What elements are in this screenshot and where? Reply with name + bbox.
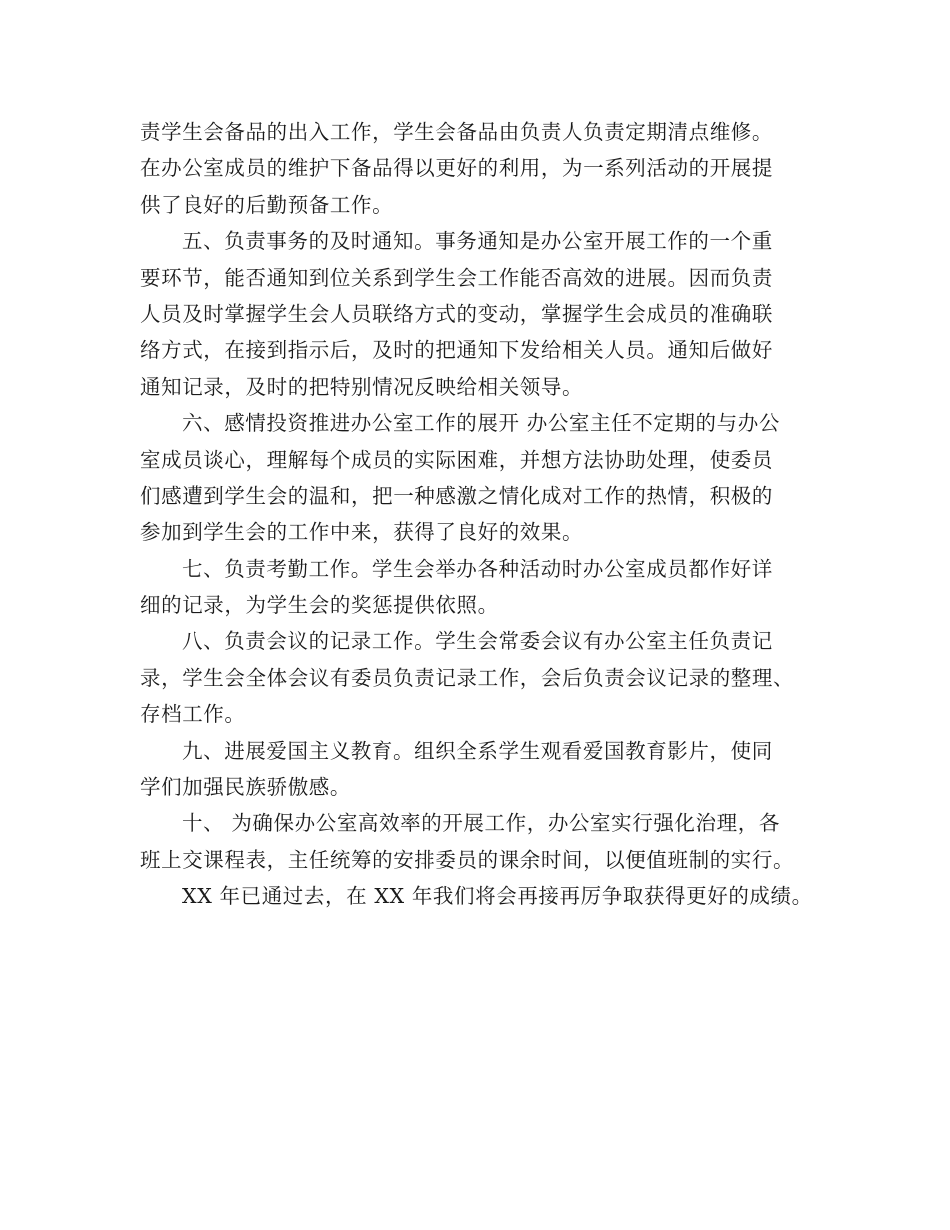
text-line: 人员及时掌握学生会人员联络方式的变动，掌握学生会成员的准确联 [140,301,773,326]
text-line: 班上交课程表，主任统筹的安排委员的课余时间，以便值班制的实行。 [140,847,795,872]
text-line: 络方式，在接到指示后，及时的把通知下发给相关人员。通知后做好 [140,338,773,363]
text-line: 学们加强民族骄傲感。 [140,775,351,800]
text-line: 们感遭到学生会的温和，把一种感激之情化成对工作的热情，积极的 [140,483,773,508]
text-line: 八、负责会议的记录工作。学生会常委会议有办公室主任负责记 [182,629,773,654]
text-line: 供了良好的后勤预备工作。 [140,192,394,217]
text-line: 细的记录，为学生会的奖惩提供依照。 [140,593,499,618]
text-line: 要环节，能否通知到位关系到学生会工作能否高效的进展。因而负责 [140,265,773,290]
text-line: 责学生会备品的出入工作，学生会备品由负责人负责定期清点维修。 [140,120,773,144]
text-line: 录，学生会全体会议有委员负责记录工作，会后负责会议记录的整理、 [140,665,795,690]
text-line: 存档工作。 [140,702,246,727]
text-line: 参加到学生会的工作中来，获得了良好的效果。 [140,520,584,545]
document-body [140,114,830,915]
text-line: 通知记录，及时的把特别情况反映给相关领导。 [140,374,584,399]
text-line: 九、进展爱国主义教育。组织全系学生观看爱国教育影片，使同 [182,738,773,763]
text-line: 室成员谈心，理解每个成员的实际困难，并想方法协助处理，使委员 [140,447,773,472]
text-line: 五、负责事务的及时通知。事务通知是办公室开展工作的一个重 [182,229,773,254]
text-line: 六、感情投资推进办公室工作的展开 办公室主任不定期的与办公 [182,411,780,436]
text-line: 十、 为确保办公室高效率的开展工作，办公室实行强化治理，各 [182,811,780,836]
text-line: XX 年已通过去，在 XX 年我们将会再接再厉争取获得更好的成绩。 [182,884,813,909]
text-line: 在办公室成员的维护下备品得以更好的利用，为一系列活动的开展提 [140,156,773,181]
text-line: 七、负责考勤工作。学生会举办各种活动时办公室成员都作好详 [182,556,773,581]
